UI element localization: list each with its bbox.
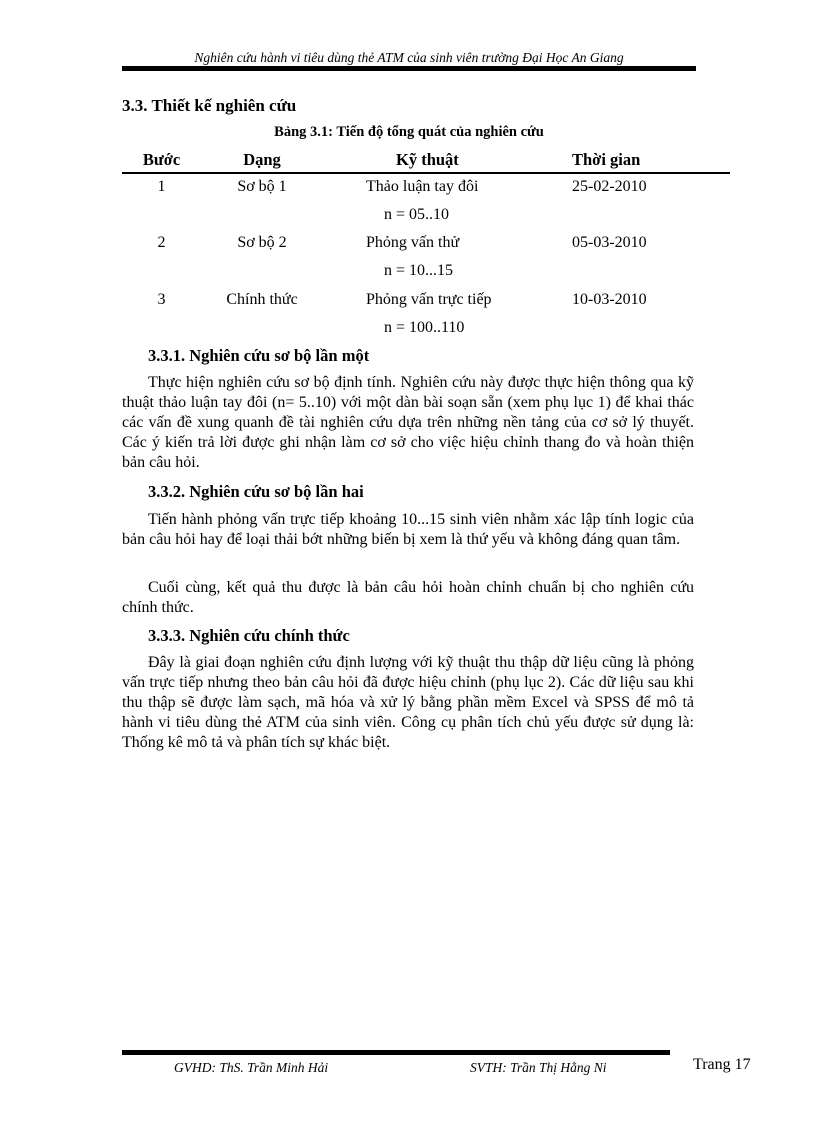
subsection-2-title: 3.3.2. Nghiên cứu sơ bộ lần hai: [148, 482, 364, 501]
row2-step: 2: [157, 234, 166, 251]
subsection-2-paragraph-2: Cuối cùng, kết quả thu được là bản câu hỏi hoàn chỉnh chuẩn bị cho nghiên cứu chính thức.: [122, 579, 694, 616]
subsection-2-paragraph-1: Tiến hành phỏng vấn trực tiếp khoảng 10...15 sinh viên nhằm xác lập tính logic của bản câu hỏi hay để loại thải bớt những biến bị xem là thứ yếu và không đáng quan tâm.: [122, 511, 694, 548]
row3-form: Chính thức: [226, 291, 298, 308]
table-body: [122, 172, 730, 342]
header-technique: Kỹ thuật: [396, 150, 459, 169]
row1-technique: Thảo luận tay đôi: [366, 178, 479, 195]
row1-sample: n = 05..10: [384, 206, 450, 223]
row1-time: 25-02-2010: [572, 178, 647, 195]
header-time: Thời gian: [572, 150, 641, 169]
footer-student: SVTH: Trần Thị Hằng Ni: [470, 1060, 607, 1075]
row1-step: 1: [157, 178, 166, 195]
section-title: 3.3. Thiết kế nghiên cứu: [122, 96, 297, 115]
subsection-1-title: 3.3.1. Nghiên cứu sơ bộ lần một: [148, 346, 370, 365]
subsection-1-paragraph: Thực hiện nghiên cứu sơ bộ định tính. Nghiên cứu này được thực hiện thông qua kỹ thuật thảo luận tay đôi (n= 5..10) với một dàn bài soạn sẵn (xem phụ lục 1) để khai thác các vấn đề xung quanh đề tài nghiên cứu dựa trên những nền tảng của cơ sở lý thuyết. Các ý kiến trả lời được ghi nhận làm cơ sở cho việc hiệu chỉnh thang đo và hoàn thiện bản câu hỏi.: [122, 374, 694, 471]
footer-rule: [122, 1050, 670, 1055]
row3-sample: n = 100..110: [384, 319, 465, 336]
footer-advisor: GVHD: ThS. Trần Minh Hải: [174, 1060, 329, 1075]
row2-sample: n = 10...15: [384, 262, 454, 279]
header-step: Bước: [142, 150, 181, 169]
row1-form: Sơ bộ 1: [237, 178, 287, 195]
subsection-3-title: 3.3.3. Nghiên cứu chính thức: [148, 626, 350, 645]
running-header: Nghiên cứu hành vi tiêu dùng thẻ ATM của sinh viên trường Đại Học An Giang: [194, 50, 624, 65]
row2-technique: Phỏng vấn thử: [366, 234, 460, 251]
row2-form: Sơ bộ 2: [237, 234, 287, 251]
row3-technique: Phỏng vấn trực tiếp: [366, 291, 492, 308]
row2-time: 05-03-2010: [572, 234, 647, 251]
page-number: Trang 17: [693, 1056, 751, 1073]
row3-step: 3: [157, 291, 166, 308]
row3-time: 10-03-2010: [572, 291, 647, 308]
subsection-3-paragraph: Đây là giai đoạn nghiên cứu định lượng với kỹ thuật thu thập dữ liệu cũng là phỏng vấn trực tiếp nhưng theo bản câu hỏi đã được hiệu chỉnh (phụ lục 2). Các dữ liệu sau khi thu thập sẽ được làm sạch, mã hóa và xử lý bằng phần mềm Excel và SPSS để mô tả hành vi tiêu dùng thẻ ATM của sinh viên. Công cụ phân tích chủ yếu được sử dụng là: Thống kê mô tả và phân tích sự khác biệt.: [122, 654, 694, 751]
table-header-row: [122, 150, 730, 172]
table-caption: Bảng 3.1: Tiến độ tổng quát của nghiên cứu: [274, 124, 544, 140]
header-rule: [122, 66, 696, 71]
header-form: Dạng: [243, 150, 281, 169]
